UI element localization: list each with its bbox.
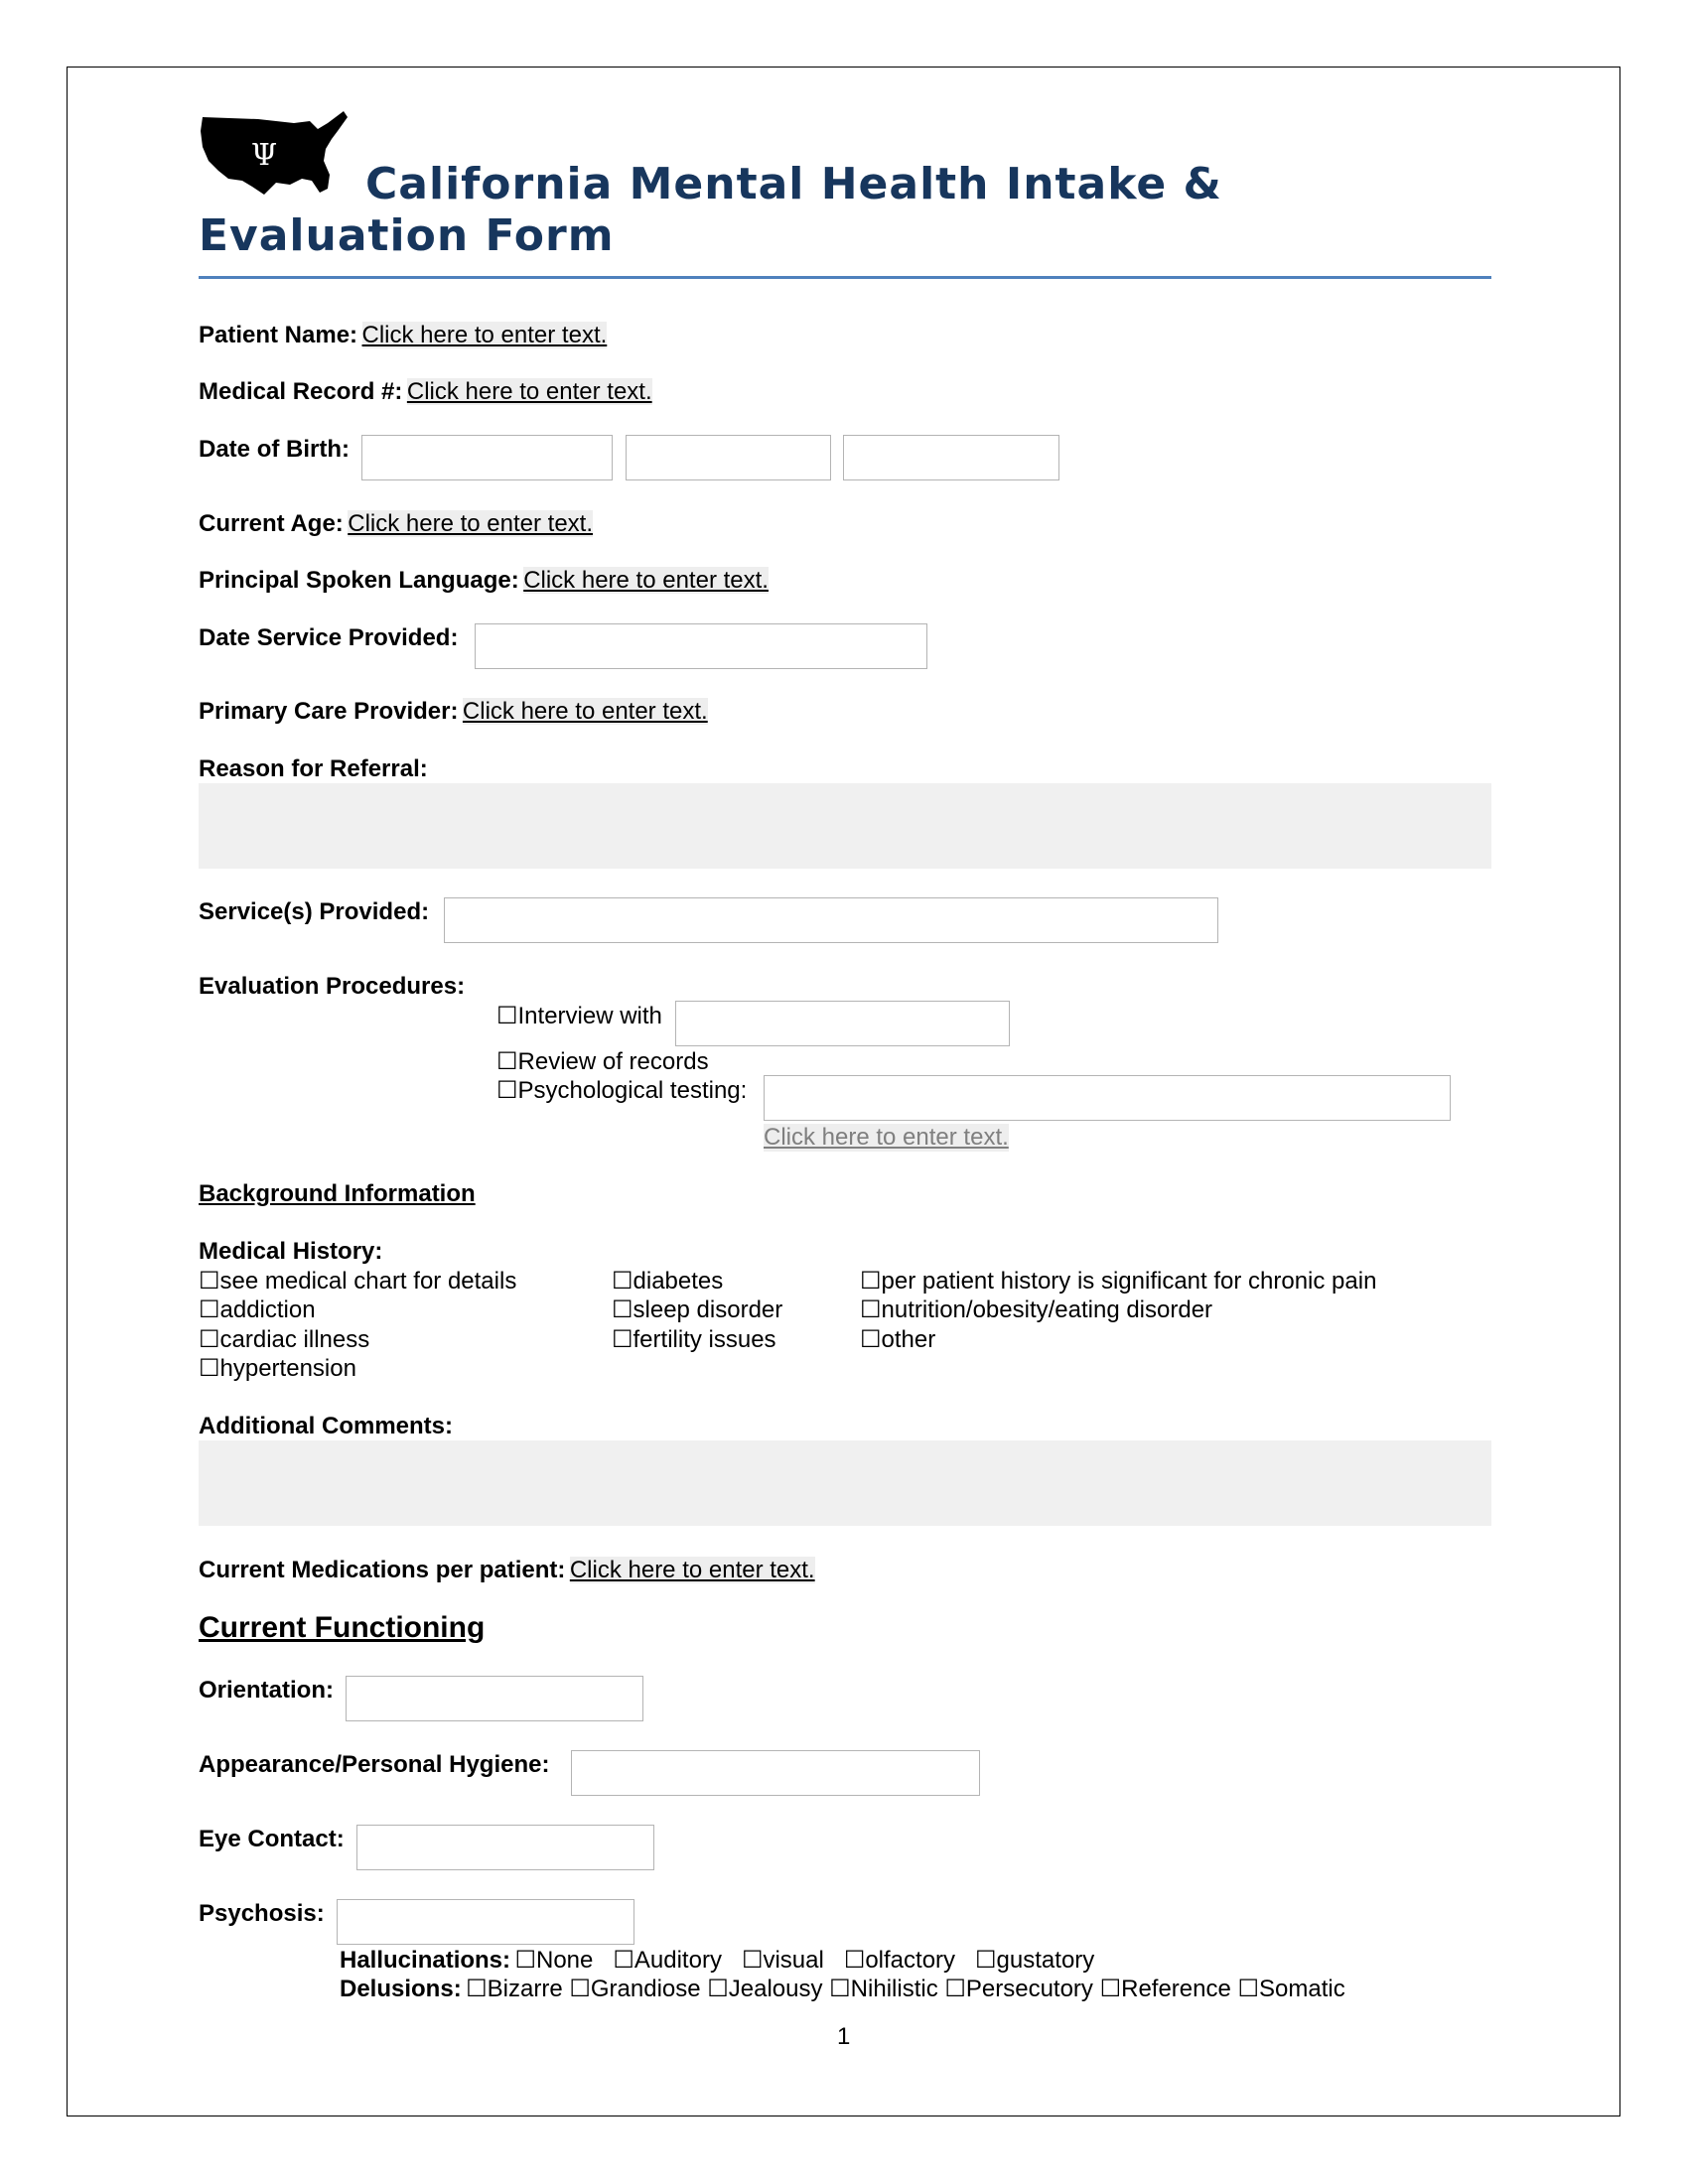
interview-with-field[interactable]	[675, 1001, 1010, 1046]
review-records-checkbox[interactable]: ☐Review of records	[496, 1048, 709, 1075]
primary-care-row	[199, 698, 708, 726]
psych-testing-placeholder[interactable]: Click here to enter text.	[764, 1124, 1009, 1151]
delusions-row	[340, 1975, 1345, 2003]
orientation-label: Orientation:	[199, 1677, 334, 1704]
history-checkbox[interactable]: ☐cardiac illness	[199, 1326, 370, 1353]
history-checkbox[interactable]: ☐fertility issues	[612, 1326, 776, 1353]
dob-month-field[interactable]	[361, 435, 613, 480]
date-of-birth-label: Date of Birth:	[199, 436, 350, 463]
usa-map-logo	[199, 109, 350, 205]
psych-testing-field[interactable]	[764, 1075, 1451, 1121]
current-medications-input[interactable]: Click here to enter text.	[569, 1557, 815, 1583]
history-checkbox[interactable]: ☐diabetes	[612, 1268, 724, 1295]
medical-history-label: Medical History:	[199, 1238, 383, 1265]
current-medications-label: Current Medications per patient:	[199, 1557, 566, 1583]
principal-language-input[interactable]: Click here to enter text.	[523, 567, 769, 594]
patient-name-input[interactable]: Click here to enter text.	[361, 322, 608, 348]
history-checkbox[interactable]: ☐nutrition/obesity/eating disorder	[860, 1297, 1213, 1323]
history-checkbox[interactable]: ☐see medical chart for details	[199, 1268, 517, 1295]
history-checkbox[interactable]: ☐sleep disorder	[612, 1297, 783, 1323]
history-checkbox[interactable]: ☐addiction	[199, 1297, 316, 1323]
dob-year-field[interactable]	[843, 435, 1059, 480]
psychosis-field[interactable]	[337, 1899, 634, 1945]
appearance-label: Appearance/Personal Hygiene:	[199, 1751, 550, 1778]
additional-comments-label: Additional Comments:	[199, 1413, 453, 1439]
current-age-row	[199, 510, 593, 538]
orientation-field[interactable]	[346, 1676, 643, 1721]
interview-checkbox[interactable]: ☐Interview with	[496, 1003, 662, 1029]
delusions-options[interactable]: ☐Bizarre ☐Grandiose ☐Jealousy ☐Nihilistic ☐Persecutory ☐Reference ☐Somatic	[466, 1976, 1345, 2002]
additional-comments-textarea[interactable]	[199, 1440, 1491, 1526]
current-medications-row	[199, 1557, 815, 1584]
history-checkbox[interactable]: ☐per patient history is significant for chronic pain	[860, 1268, 1377, 1295]
form-title-line1: California Mental Health Intake &	[365, 159, 1222, 209]
current-functioning-heading: Current Functioning	[199, 1611, 486, 1644]
eye-contact-field[interactable]	[356, 1825, 654, 1870]
primary-care-label: Primary Care Provider:	[199, 698, 459, 725]
history-checkbox[interactable]: ☐hypertension	[199, 1355, 356, 1382]
patient-name-row	[199, 322, 607, 349]
medical-record-row	[199, 378, 652, 406]
services-provided-label: Service(s) Provided:	[199, 898, 430, 925]
services-provided-field[interactable]	[444, 897, 1218, 943]
date-service-field[interactable]	[475, 623, 927, 669]
principal-language-label: Principal Spoken Language:	[199, 567, 519, 594]
hallucinations-row	[340, 1946, 1094, 1975]
form-title-line2: Evaluation Form	[199, 210, 615, 261]
evaluation-procedures-label: Evaluation Procedures:	[199, 973, 466, 1000]
hallucinations-options[interactable]: ☐None ☐Auditory ☐visual ☐olfactory ☐gustatory	[514, 1947, 1095, 1974]
psychosis-label: Psychosis:	[199, 1900, 325, 1927]
medical-record-input[interactable]: Click here to enter text.	[406, 378, 652, 405]
eye-contact-label: Eye Contact:	[199, 1826, 345, 1852]
title-rule	[199, 276, 1491, 279]
current-age-input[interactable]: Click here to enter text.	[348, 510, 594, 537]
usa-map-icon	[199, 109, 350, 205]
current-age-label: Current Age:	[199, 510, 344, 537]
hallucinations-label: Hallucinations:	[340, 1947, 511, 1974]
dob-day-field[interactable]	[626, 435, 831, 480]
history-checkbox[interactable]: ☐other	[860, 1326, 936, 1353]
page-number: 1	[837, 2023, 851, 2050]
psych-testing-checkbox[interactable]: ☐Psychological testing:	[496, 1077, 748, 1104]
date-service-label: Date Service Provided:	[199, 624, 459, 651]
delusions-label: Delusions:	[340, 1976, 462, 2002]
primary-care-input[interactable]: Click here to enter text.	[462, 698, 708, 725]
reason-referral-textarea[interactable]	[199, 783, 1491, 869]
appearance-field[interactable]	[571, 1750, 980, 1796]
patient-name-label: Patient Name:	[199, 322, 358, 348]
principal-language-row	[199, 567, 769, 595]
background-heading: Background Information	[199, 1180, 476, 1207]
psi-symbol: Ψ	[250, 138, 278, 173]
medical-record-label: Medical Record #:	[199, 378, 403, 405]
reason-referral-label: Reason for Referral:	[199, 755, 428, 782]
